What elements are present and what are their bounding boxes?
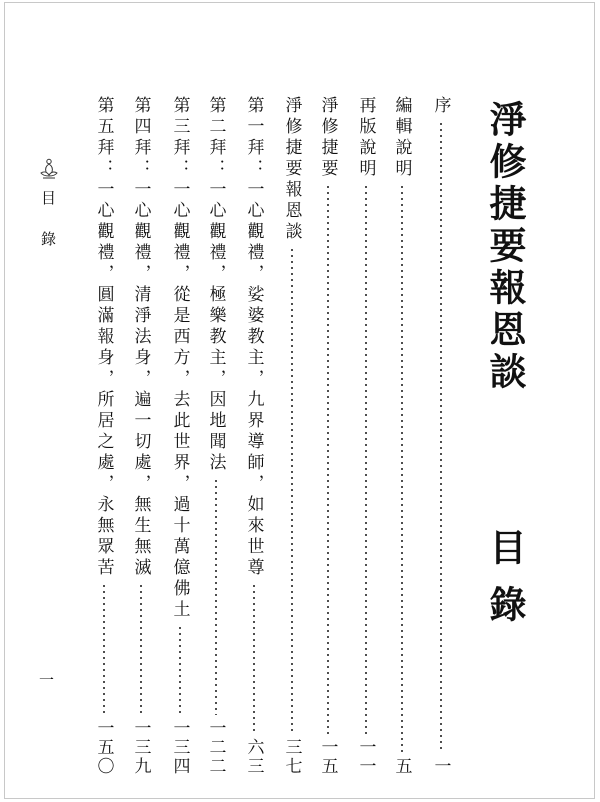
- toc-entry[interactable]: [90, 96, 118, 776]
- toc-entry-page: 一三九: [130, 719, 151, 776]
- toc-entry[interactable]: [352, 96, 380, 776]
- toc-entry[interactable]: [278, 96, 306, 776]
- toc-leader-dots: [401, 184, 403, 753]
- lotus-buddha-icon: [39, 158, 59, 180]
- toc-leader-dots: [140, 583, 142, 715]
- toc-leader-dots: [440, 121, 442, 753]
- book-title: [478, 100, 532, 642]
- toc-entry-page: 一一: [355, 738, 376, 776]
- toc-entry-label: 第三拜：一心觀禮，從是西方，去此世界，過十萬億佛土: [169, 96, 190, 621]
- toc-entry-label: 第四拜：一心觀禮，清淨法身，遍一切處，無生無滅: [130, 96, 151, 579]
- book-title-sub: 目錄: [483, 528, 527, 642]
- toc-entry-label: 再版說明: [355, 96, 376, 180]
- toc-entry-label: 第五拜：一心觀禮，圓滿報身，所居之處，永無眾苦: [93, 96, 114, 579]
- toc-leader-dots: [327, 184, 329, 734]
- toc-entry-label: 序: [430, 96, 451, 117]
- toc-leader-dots: [179, 625, 181, 715]
- toc-entry[interactable]: [166, 96, 194, 776]
- toc-entry-label: 淨修捷要: [317, 96, 338, 180]
- toc-entry[interactable]: [127, 96, 155, 776]
- toc-leader-dots: [253, 583, 255, 734]
- toc-entry[interactable]: [202, 96, 230, 776]
- toc-leader-dots: [365, 184, 367, 734]
- toc-leader-dots: [291, 247, 293, 734]
- page-number: 一: [37, 672, 55, 687]
- toc-entry-page: 六三: [243, 738, 264, 776]
- toc-entry-label: 第一拜：一心觀禮，娑婆教主，九界導師，如來世尊: [243, 96, 264, 579]
- toc-entry-page: 一五〇: [93, 719, 114, 776]
- toc-entry-page: 一三四: [169, 719, 190, 776]
- toc-entry-page: 一五: [317, 738, 338, 776]
- toc-entry-page: 一二二: [205, 719, 226, 776]
- toc-entry-page: 一: [430, 757, 451, 776]
- toc-entry-page: 三七: [281, 738, 302, 776]
- toc-entry[interactable]: [314, 96, 342, 776]
- toc-entry[interactable]: [388, 96, 416, 776]
- toc-leader-dots: [103, 583, 105, 715]
- book-title-main: 淨修捷要報恩談: [483, 100, 527, 394]
- toc-entry-page: 五: [391, 757, 412, 776]
- toc-entry-label: 淨修捷要報恩談: [281, 96, 302, 243]
- toc-leader-dots: [215, 478, 217, 715]
- toc-entry[interactable]: [427, 96, 455, 776]
- running-head-title: 目錄: [39, 190, 57, 272]
- running-head: [38, 158, 59, 272]
- toc-entry-label: 第二拜：一心觀禮，極樂教主，因地聞法: [205, 96, 226, 474]
- toc-entry-label: 編輯說明: [391, 96, 412, 180]
- toc-entry[interactable]: [240, 96, 268, 776]
